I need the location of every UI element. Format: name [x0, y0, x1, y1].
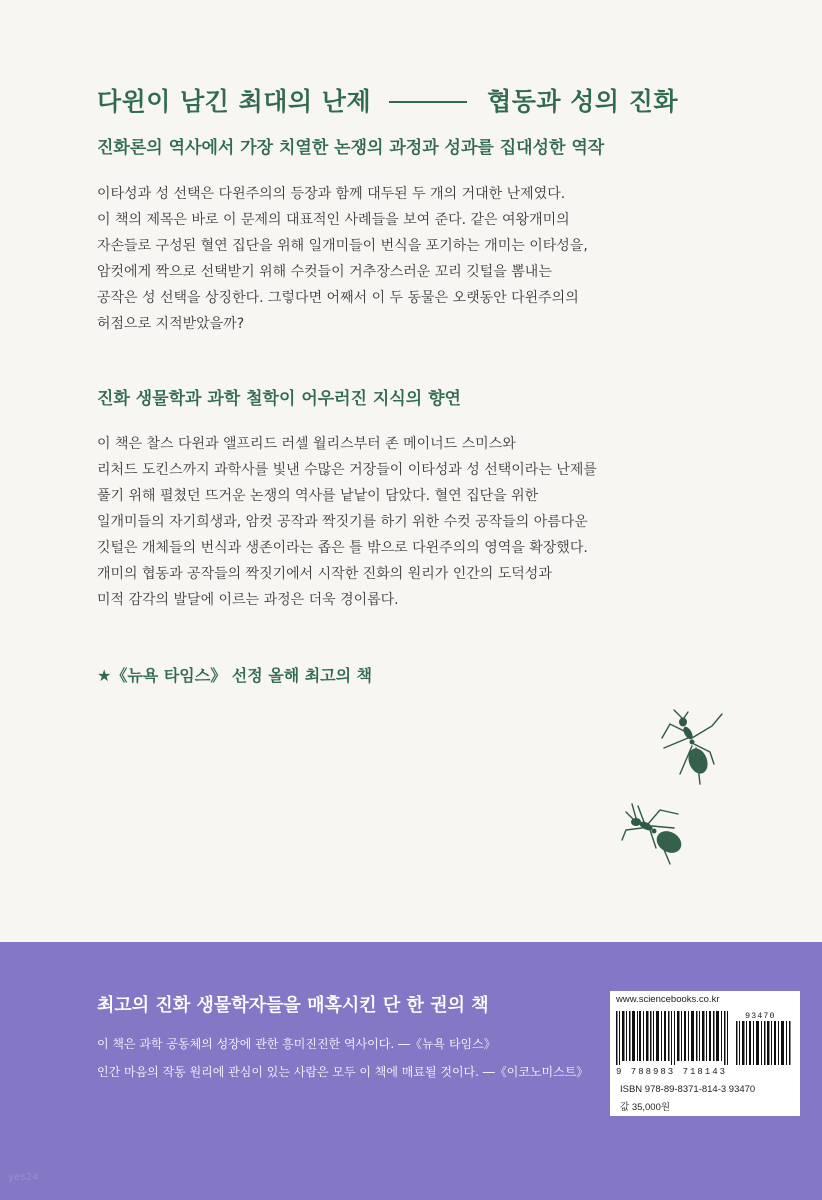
award-note: ★《뉴욕 타임스》 선정 올해 최고의 책 — [97, 666, 373, 685]
section-line: 풀기 위해 펼쳤던 뜨거운 논쟁의 역사를 낱낱이 담았다. 혈연 집단을 위한 — [97, 488, 539, 504]
intro-line: 암컷에게 짝으로 선택받기 위해 수컷들이 거추장스러운 꼬리 깃털을 뽐내는 — [97, 264, 552, 280]
review-quote: 인간 마음의 작동 원리에 관심이 있는 사람은 모두 이 책에 매료될 것이다. ―《이코노미스트》 — [97, 1065, 589, 1079]
intro-line: 허점으로 지적받았을까? — [97, 316, 245, 332]
section-heading: 진화 생물학과 과학 철학이 어우러진 지식의 향연 — [97, 389, 461, 409]
section-line: 미적 감각의 발달에 이르는 과정은 더욱 경이롭다. — [97, 592, 399, 608]
subtitle: 진화론의 역사에서 가장 치열한 논쟁의 과정과 성과를 집대성한 역작 — [97, 138, 605, 158]
intro-line: 자손들로 구성된 혈연 집단을 위해 일개미들이 번식을 포기하는 개미는 이타성을, — [97, 238, 588, 254]
section-line: 일개미들의 자기희생과, 암컷 공작과 짝짓기를 하기 위한 수컷 공작들의 아름다운 — [97, 514, 588, 530]
section-line: 리처드 도킨스까지 과학사를 빛낸 수많은 거장들이 이타성과 성 선택이라는 난제를 — [97, 462, 597, 478]
section-line: 깃털은 개체들의 번식과 생존이라는 좁은 틀 밖으로 다윈주의의 영역을 확장했다. — [97, 540, 588, 556]
intro-line: 이 책의 제목은 바로 이 문제의 대표적인 사례들을 보여 준다. 같은 여왕개미의 — [97, 212, 570, 228]
section-line: 개미의 협동과 공작들의 짝짓기에서 시작한 진화의 원리가 인간의 도덕성과 — [97, 566, 552, 582]
publisher-website: www.sciencebooks.co.kr — [616, 994, 720, 1005]
intro-line: 공작은 성 선택을 상징한다. 그렇다면 어째서 이 두 동물은 오랫동안 다윈주의의 — [97, 290, 579, 306]
price: 값 35,000원 — [620, 1102, 671, 1113]
headline — [97, 82, 697, 118]
section-paragraph — [97, 431, 697, 613]
barcode-addon-digits: 93470 — [745, 1011, 776, 1021]
intro-line: 이타성과 성 선택은 다윈주의의 등장과 함께 대두된 두 개의 거대한 난제였다. — [97, 186, 566, 202]
headline-dash — [389, 101, 467, 103]
isbn: ISBN 978-89-8371-814-3 93470 — [620, 1084, 756, 1095]
ant-illustration-icon — [652, 704, 730, 788]
headline-right: 협동과 성의 진화 — [487, 87, 679, 116]
barcode-digits: 9 788983 718143 — [616, 1067, 728, 1077]
review-quote: 이 책은 과학 공동체의 성장에 관한 흥미진진한 역사이다. ―《뉴욕 타임스》 — [97, 1037, 496, 1051]
section-line: 이 책은 찰스 다윈과 앨프리드 러셀 월리스부터 존 메이너드 스미스와 — [97, 436, 516, 452]
headline-left: 다윈이 남긴 최대의 난제 — [97, 87, 372, 116]
barcode-panel — [610, 991, 800, 1116]
ant-illustration-icon — [620, 800, 698, 870]
watermark: yes24 — [8, 1172, 39, 1183]
intro-paragraph — [97, 181, 697, 337]
band-title: 최고의 진화 생물학자들을 매혹시킨 단 한 권의 책 — [97, 995, 489, 1016]
